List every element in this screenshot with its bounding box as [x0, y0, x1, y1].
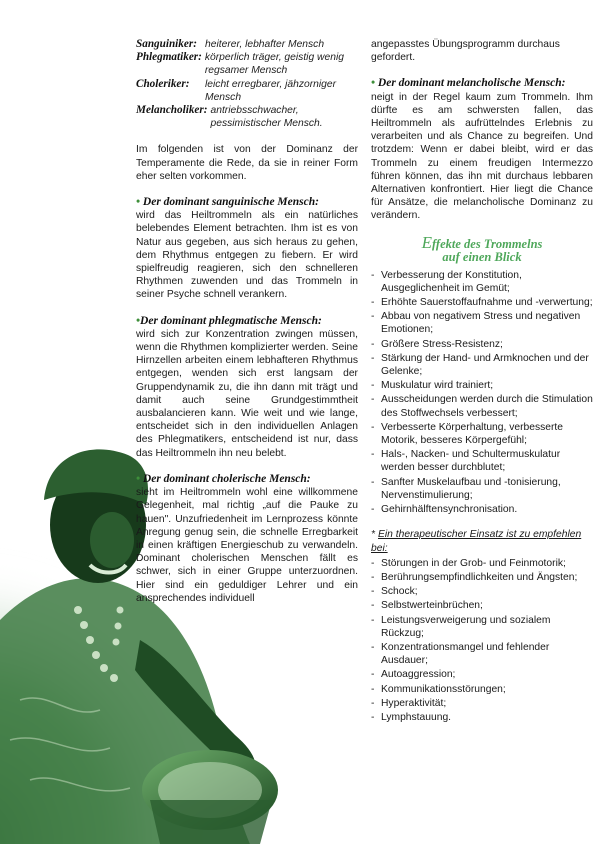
definition-row — [136, 78, 358, 104]
section-body: wird das Heiltrommeln als ein natürliches belebendes Element betrachten. Ihm ist es von Natur aus gegeben, aus sich heraus zu gehen, dem Rhythmus entgegen zu fiebern. Er wird spielfreudig reagieren, sich den schnelleren Rhythmen zuwenden und das Trommeln in seiner Psyche schnell verankern. — [136, 210, 358, 301]
list-item: - Autoaggression; — [371, 668, 593, 681]
section-heading: Der dominant melancholische Mensch: — [377, 77, 566, 90]
right-column — [371, 38, 593, 733]
list-item: - Abbau von negativem Stress und negativen Emotionen; — [371, 310, 593, 336]
list-item: - Schock; — [371, 585, 593, 598]
list-item: - Gehirnhälftensynchronisation. — [371, 503, 593, 516]
section-phlegmatic — [136, 315, 358, 460]
bullet-icon: • — [136, 472, 143, 485]
section-heading: Der dominant phlegmatische Mensch: — [140, 314, 322, 327]
choleric-continuation: angepasstes Übungsprogramm durchaus gefordert. — [371, 39, 560, 64]
definition-desc: leicht erregbarer, jähzorniger Mensch — [205, 78, 337, 103]
list-item: - Sanfter Muskelaufbau und -tonisierung, Nervenstimulierung; — [371, 476, 593, 502]
intro-paragraph: Im folgenden ist von der Dominanz der Temperamente die Rede, da sie in reiner Form eher selten vorkommen. — [136, 144, 358, 182]
section-heading: Der dominant cholerische Mensch: — [142, 472, 311, 485]
therapy-list — [371, 557, 593, 724]
section-body: sieht im Heiltrommeln wohl eine willkommene Gelegenheit, mal richtig „auf die Pauke zu hauen". Unzufriedenheit im Lernprozess könnte Anregung genug sein, die schnelle Erregbarkeit in einen kräftigen Energieschub zu verwandeln. Dominant cholerischen Menschen fällt es schwer, sich in einer Gruppe unterzuordnen. Hier sind ein geduldiger Lehrer und ein ansprechendes individuell — [136, 487, 358, 604]
definition-term: Sanguiniker: — [136, 38, 197, 50]
list-item: - Leistungsverweigerung und sozialem Rückzug; — [371, 614, 593, 640]
list-item: - Kommunikationsstörungen; — [371, 683, 593, 696]
list-item: - Konzentrationsmangel und fehlender Ausdauer; — [371, 641, 593, 667]
list-item: - Verbesserte Körperhaltung, verbesserte Motorik, besseres Körpergefühl; — [371, 421, 593, 447]
bullet-icon: • — [136, 314, 141, 327]
bullet-icon: • — [136, 196, 143, 209]
effects-list — [371, 269, 593, 517]
section-heading: Der dominant sanguinische Mensch: — [142, 196, 319, 209]
list-item: - Muskulatur wird trainiert; — [371, 379, 593, 392]
bullet-icon: • — [371, 77, 378, 90]
definition-desc: körperlich träger, geistig wenig regsamer Mensch — [204, 52, 344, 77]
list-item: - Verbesserung der Konstitution, Ausgeglichenheit im Gemüt; — [371, 269, 593, 295]
definition-term: Phlegmatiker: — [136, 51, 202, 64]
definition-desc: antriebsschwacher, pessimistischer Mensch. — [210, 105, 323, 130]
section-sanguine — [136, 196, 358, 302]
definition-term: Choleriker: — [136, 77, 190, 90]
list-item: - Stärkung der Hand- und Armknochen und der Gelenke; — [371, 352, 593, 378]
section-choleric — [136, 473, 358, 605]
list-item: - Größere Stress-Resistenz; — [371, 338, 593, 351]
definition-term: Melancholiker: — [136, 104, 208, 117]
list-item: - Berührungsempfindlichkeiten und Ängsten; — [371, 571, 593, 584]
definition-desc: heiterer, lebhafter Mensch — [205, 39, 325, 50]
temperament-definitions — [136, 38, 358, 130]
therapy-heading: * Ein therapeutischer Einsatz ist zu empfehlen bei: — [371, 529, 582, 554]
definition-row — [136, 104, 358, 130]
list-item: - Störungen in der Grob- und Feinmotorik; — [371, 557, 593, 570]
list-item: - Ausscheidungen werden durch die Stimulation des Stoffwechsels verbessert; — [371, 393, 593, 419]
section-body: wird sich zur Konzentration zwingen müssen, wenn die Rhythmen komplizierter werden. Seine Hirnzellen arbeiten einem lebhafteren Rhythmus entgegen, wenden sich erst langsam der Gruppendynamik zu, die ihn dann mit trägt und damit auch seine Grundgestimmtheit ausbalancieren kann. Wie weit und wie lange, entscheidet sich in den individuellen Anlagen des Phlegmatikers, entscheidend ist nur, dass das Heiltrommeln ihn neu belebt. — [136, 328, 358, 459]
list-item: - Hyperaktivität; — [371, 697, 593, 710]
definition-row — [136, 38, 358, 51]
definition-row — [136, 51, 358, 77]
list-item: - Lymphstauung. — [371, 711, 593, 724]
list-item: - Erhöhte Sauerstoffaufnahme und -verwertung; — [371, 296, 593, 309]
section-melancholic — [371, 77, 593, 222]
list-item: - Hals-, Nacken- und Schultermuskulatur werden besser durchblutet; — [371, 448, 593, 474]
effects-title: Effekte des Trommelns auf einen Blick — [421, 232, 543, 264]
list-item: - Selbstwerteinbrüchen; — [371, 599, 593, 612]
section-body: neigt in der Regel kaum zum Trommeln. Ihm dürfte es am schwersten fallen, das Heiltrommeln als aufrüttelndes Erlebnis zu verarbeiten und als Chance zu begreifen. Und trotzdem: Wenn er dabei bleibt, wird er das Trommeln zu einem freudigen Intermezzo führen können, das ihn mit durchaus lebbaren Alternativen konfrontiert. Hier liegt die Chance für Ansätze, die melancholische Dominanz zu verändern. — [371, 91, 593, 222]
left-column — [136, 38, 358, 605]
